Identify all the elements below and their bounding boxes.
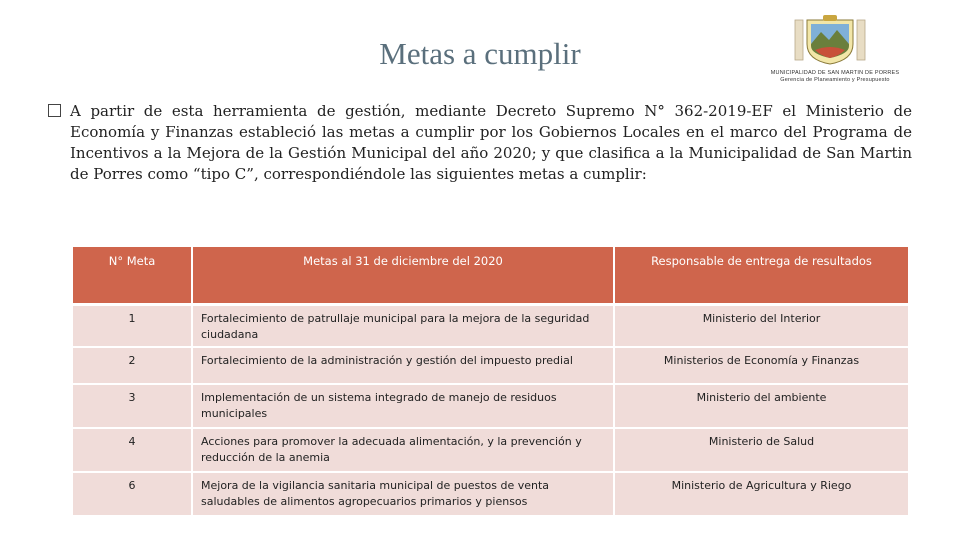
meta-responsible: Ministerio del ambiente	[614, 384, 909, 428]
meta-number: 4	[73, 428, 192, 472]
table-row	[73, 305, 909, 348]
meta-number: 3	[73, 384, 192, 428]
meta-number: 6	[73, 472, 192, 516]
meta-number: 2	[73, 347, 192, 384]
table-header-row	[73, 247, 909, 305]
meta-description: Mejora de la vigilancia sanitaria municipal de puestos de venta saludables de alimentos agropecuarios primarios y piensos	[192, 472, 614, 516]
meta-number: 1	[73, 305, 192, 348]
header-responsable: Responsable de entrega de resultados	[614, 247, 909, 305]
table-row	[73, 347, 909, 384]
table-row	[73, 472, 909, 516]
table-row	[73, 384, 909, 428]
metas-table	[73, 247, 910, 517]
intro-paragraph: A partir de esta herramienta de gestión, mediante Decreto Supremo N° 362-2019-EF el Ministerio de Economía y Finanzas estableció las metas a cumplir por los Gobiernos Locales en el marco del Programa de Incentivos a la Mejora de la Gestión Municipal del año 2020; y que clasifica a la Municipalidad de San Martin de Porres como “tipo C”, correspondiéndole las siguientes metas a cumplir:	[70, 102, 912, 183]
logo-caption-line2: Gerencia de Planeamiento y Presupuesto	[780, 77, 890, 83]
meta-description: Acciones para promover la adecuada alimentación, y la prevención y reducción de la anemia	[192, 428, 614, 472]
header-meta: Metas al 31 de diciembre del 2020	[192, 247, 614, 305]
coat-of-arms-icon	[793, 14, 867, 66]
meta-responsible: Ministerio de Agricultura y Riego	[614, 472, 909, 516]
logo-caption-line1: MUNICIPALIDAD DE SAN MARTIN DE PORRES	[770, 70, 900, 76]
meta-description: Fortalecimiento de patrullaje municipal para la mejora de la seguridad ciudadana	[192, 305, 614, 348]
logo-caption	[755, 70, 915, 84]
meta-description: Implementación de un sistema integrado de manejo de residuos municipales	[192, 384, 614, 428]
meta-description: Fortalecimiento de la administración y gestión del impuesto predial	[192, 347, 614, 384]
page-title: Metas a cumplir	[379, 36, 581, 71]
table-row	[73, 428, 909, 472]
meta-responsible: Ministerio del Interior	[614, 305, 909, 348]
meta-responsible: Ministerio de Salud	[614, 428, 909, 472]
meta-responsible: Ministerios de Economía y Finanzas	[614, 347, 909, 384]
header-num: N° Meta	[73, 247, 192, 305]
municipality-logo	[755, 14, 915, 84]
bullet-icon	[48, 104, 61, 117]
